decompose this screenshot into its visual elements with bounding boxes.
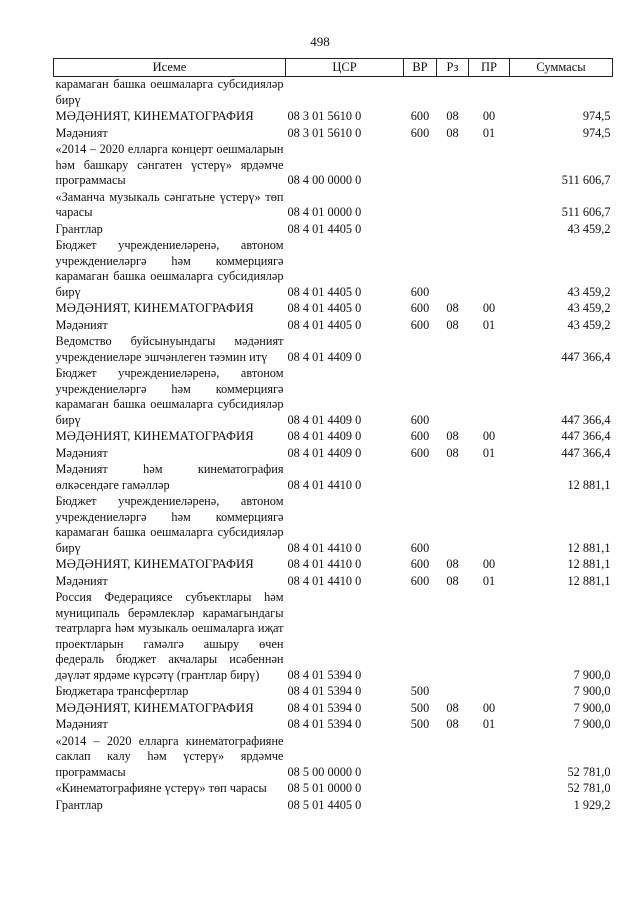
cell-sum: 52 781,0 [567, 764, 611, 779]
cell-pr [469, 221, 510, 238]
cell-sum: 12 881,1 [567, 540, 611, 555]
cell-rz: 08 [446, 317, 459, 332]
cell-pr [469, 493, 510, 556]
cell-pr [469, 461, 510, 493]
cell-vr: 500 [410, 700, 430, 715]
cell-csr: 08 4 01 4410 0 [287, 573, 362, 588]
cell-vr: 600 [410, 301, 430, 315]
cell-sum: 12 881,1 [567, 557, 611, 571]
cell-rz [437, 189, 469, 221]
header-sum: Суммасы [510, 59, 613, 77]
header-vr: ВР [404, 59, 437, 77]
cell-sum: 447 366,4 [561, 412, 611, 427]
table-row [54, 428, 613, 445]
cell-pr: 00 [482, 700, 496, 715]
table-row [54, 493, 613, 556]
cell-sum: 974,5 [582, 109, 611, 123]
cell-name: Бюджет учреждениеләренә, автоном учреждениеләргә һәм коммерциягә карамаган башка оешмаларга субсидияләр бирү [55, 366, 284, 427]
cell-pr: 01 [482, 125, 496, 140]
cell-name: «2014 – 2020 елларга концерт оешмаларын һәм башкару сәнгатен үстерү» ярдәмче программасы [55, 142, 284, 187]
cell-sum: 7 900,0 [573, 684, 611, 698]
table-row [54, 189, 613, 221]
cell-pr [469, 237, 510, 300]
cell-csr: 08 4 01 5394 0 [287, 700, 362, 715]
cell-name: Ведомство буйсынуындагы мәдәният учреждениеләре эшчәнлеген тәэмин итү [55, 334, 284, 364]
cell-sum: 12 881,1 [567, 477, 611, 492]
cell-vr: 600 [410, 125, 430, 140]
cell-name: Грантлар [55, 221, 103, 236]
cell-pr [469, 683, 510, 700]
header-name: Исеме [54, 59, 286, 77]
cell-sum: 447 366,4 [561, 429, 611, 443]
table-row [54, 77, 613, 109]
cell-rz [437, 365, 469, 428]
cell-name: Мәдәният [55, 125, 108, 140]
table-row [54, 461, 613, 493]
cell-csr [286, 77, 404, 109]
cell-rz: 08 [446, 301, 459, 315]
cell-pr [469, 333, 510, 365]
cell-pr: 01 [482, 717, 496, 731]
table-row [54, 780, 613, 797]
cell-csr: 08 5 01 0000 0 [287, 781, 362, 795]
cell-pr: 00 [482, 429, 496, 443]
cell-pr: 00 [482, 301, 496, 315]
cell-rz [437, 683, 469, 700]
table-row [54, 237, 613, 300]
cell-pr [469, 733, 510, 781]
cell-name: МӘДӘНИЯТ, КИНЕМАТОГРАФИЯ [55, 700, 254, 715]
cell-vr [404, 77, 437, 109]
cell-csr: 08 4 01 5394 0 [287, 684, 362, 698]
cell-vr: 600 [410, 573, 430, 588]
cell-pr: 01 [482, 573, 496, 588]
cell-vr: 500 [410, 684, 430, 698]
table-row [54, 716, 613, 733]
cell-sum: 447 366,4 [561, 349, 611, 364]
cell-vr [404, 189, 437, 221]
cell-csr: 08 4 01 4409 0 [287, 445, 362, 460]
cell-pr [469, 797, 510, 814]
cell-csr: 08 4 01 0000 0 [287, 205, 362, 219]
cell-csr: 08 4 01 4409 0 [287, 412, 362, 427]
header-pr: ПР [469, 59, 510, 77]
cell-sum: 511 606,7 [561, 205, 611, 219]
cell-sum: 7 900,0 [573, 667, 611, 682]
cell-vr [404, 333, 437, 365]
cell-csr: 08 4 01 5394 0 [287, 717, 362, 731]
cell-rz: 08 [446, 717, 459, 731]
cell-name: Бюджет учреждениеләренә, автоном учреждениеләргә һәм коммерциягә карамаган башка оешмаларга субсидияләр бирү [55, 238, 284, 299]
cell-name: Мәдәният [55, 317, 108, 332]
cell-name: МӘДӘНИЯТ, КИНЕМАТОГРАФИЯ [55, 109, 254, 123]
cell-rz [437, 461, 469, 493]
cell-name: Мәдәният [55, 717, 108, 731]
cell-sum: 974,5 [582, 125, 611, 140]
table-header-row [54, 59, 613, 77]
cell-vr: 600 [410, 412, 430, 427]
cell-vr: 600 [410, 284, 430, 299]
cell-csr: 08 4 01 4410 0 [287, 540, 362, 555]
cell-pr: 00 [482, 109, 496, 123]
cell-sum: 52 781,0 [567, 781, 611, 795]
table-row [54, 733, 613, 781]
cell-vr [404, 461, 437, 493]
cell-csr: 08 3 01 5610 0 [287, 109, 362, 123]
cell-rz [437, 77, 469, 109]
cell-name: Россия Федерациясе субъектлары һәм муниципаль берәмлекләр карамагындагы театрларга һәм музыкаль оешмаларга иҗат проектларын гамәлгә ашыру өчен федераль бюджет акчалары исәбеннән дәүләт ярдәме күрсәтү (грантлар бирү) [55, 590, 284, 682]
cell-pr [469, 589, 510, 683]
cell-vr: 600 [410, 317, 430, 332]
cell-rz: 08 [446, 573, 459, 588]
header-rz: Рз [437, 59, 469, 77]
cell-sum: 43 459,2 [567, 317, 611, 332]
cell-csr: 08 5 00 0000 0 [287, 764, 362, 779]
table-row [54, 797, 613, 814]
cell-csr: 08 4 01 4405 0 [287, 221, 362, 236]
cell-name: МӘДӘНИЯТ, КИНЕМАТОГРАФИЯ [55, 301, 254, 315]
table-row [54, 221, 613, 238]
cell-csr: 08 4 01 4409 0 [287, 349, 362, 364]
table-row [54, 365, 613, 428]
cell-rz: 08 [446, 429, 459, 443]
cell-sum: 7 900,0 [573, 700, 611, 715]
cell-rz: 08 [446, 445, 459, 460]
cell-name: «Кинематографияне үстерү» төп чарасы [55, 781, 267, 795]
cell-vr: 600 [410, 557, 430, 571]
cell-csr: 08 4 01 4410 0 [287, 477, 362, 492]
table-body [54, 77, 613, 814]
cell-pr [469, 780, 510, 797]
cell-pr [469, 141, 510, 189]
cell-rz [437, 493, 469, 556]
table-row [54, 556, 613, 573]
cell-rz [437, 589, 469, 683]
cell-name: МӘДӘНИЯТ, КИНЕМАТОГРАФИЯ [55, 557, 254, 571]
cell-name: Бюджетара трансфертлар [55, 684, 189, 698]
cell-rz: 08 [446, 557, 459, 571]
page-number: 498 [310, 34, 330, 49]
cell-rz [437, 780, 469, 797]
budget-table [53, 58, 613, 813]
cell-csr: 08 4 01 4405 0 [287, 317, 362, 332]
cell-rz [437, 797, 469, 814]
cell-vr: 600 [410, 540, 430, 555]
cell-name: Мәдәният һәм кинематография өлкәсендәге гамәлләр [55, 462, 284, 492]
cell-pr: 01 [482, 317, 496, 332]
table-row [54, 108, 613, 125]
cell-name: Мәдәният [55, 445, 108, 460]
cell-vr: 600 [410, 109, 430, 123]
table-row [54, 589, 613, 683]
table-row [54, 317, 613, 334]
table-row [54, 700, 613, 717]
cell-vr [404, 221, 437, 238]
cell-rz [437, 221, 469, 238]
cell-vr [404, 141, 437, 189]
cell-sum: 7 900,0 [573, 717, 611, 731]
cell-csr: 08 5 01 4405 0 [287, 797, 362, 812]
cell-sum: 43 459,2 [567, 301, 611, 315]
cell-sum: 43 459,2 [567, 221, 611, 236]
cell-sum: 511 606,7 [561, 173, 611, 187]
cell-sum: 12 881,1 [567, 573, 611, 588]
cell-vr [404, 780, 437, 797]
cell-sum: 447 366,4 [561, 445, 611, 460]
table-row [54, 445, 613, 462]
table-row [54, 300, 613, 317]
table-row [54, 333, 613, 365]
cell-name: Грантлар [55, 797, 103, 812]
cell-vr [404, 733, 437, 781]
cell-rz: 08 [446, 700, 459, 715]
table-row [54, 683, 613, 700]
cell-csr: 08 4 01 4405 0 [287, 284, 362, 299]
cell-vr: 600 [410, 429, 430, 443]
cell-pr [469, 189, 510, 221]
cell-vr [404, 589, 437, 683]
cell-pr [469, 365, 510, 428]
cell-pr [469, 77, 510, 109]
table-row [54, 141, 613, 189]
cell-csr: 08 4 01 4409 0 [287, 429, 362, 443]
cell-csr: 08 4 00 0000 0 [287, 173, 362, 187]
cell-csr: 08 4 01 4405 0 [287, 301, 362, 315]
cell-vr: 600 [410, 445, 430, 460]
cell-rz: 08 [446, 109, 459, 123]
cell-rz [437, 141, 469, 189]
header-csr: ЦСР [286, 59, 404, 77]
cell-rz: 08 [446, 125, 459, 140]
cell-pr: 01 [482, 445, 496, 460]
table-row [54, 573, 613, 590]
cell-name: Мәдәният [55, 573, 108, 588]
cell-rz [437, 237, 469, 300]
cell-vr [404, 797, 437, 814]
table-row [54, 125, 613, 142]
cell-sum: 1 929,2 [573, 797, 611, 812]
cell-pr: 00 [482, 557, 496, 571]
cell-name: карамаган башка оешмаларга субсидияләр бирү [55, 77, 284, 107]
cell-rz [437, 733, 469, 781]
cell-name: Бюджет учреждениеләренә, автоном учреждениеләргә һәм коммерциягә карамаган башка оешмаларга субсидияләр бирү [55, 494, 284, 555]
cell-name: МӘДӘНИЯТ, КИНЕМАТОГРАФИЯ [55, 429, 254, 443]
cell-vr: 500 [410, 717, 430, 731]
cell-csr: 08 4 01 4410 0 [287, 557, 362, 571]
cell-sum [510, 77, 613, 109]
cell-csr: 08 4 01 5394 0 [287, 667, 362, 682]
cell-csr: 08 3 01 5610 0 [287, 125, 362, 140]
cell-name: «2014 – 2020 елларга кинематографияне саклап калу һәм үстерү» ярдәмче программасы [55, 733, 284, 779]
cell-rz [437, 333, 469, 365]
cell-sum: 43 459,2 [567, 284, 611, 299]
cell-name: «Заманча музыкаль сәнгатьне үстерү» төп чарасы [55, 189, 284, 219]
